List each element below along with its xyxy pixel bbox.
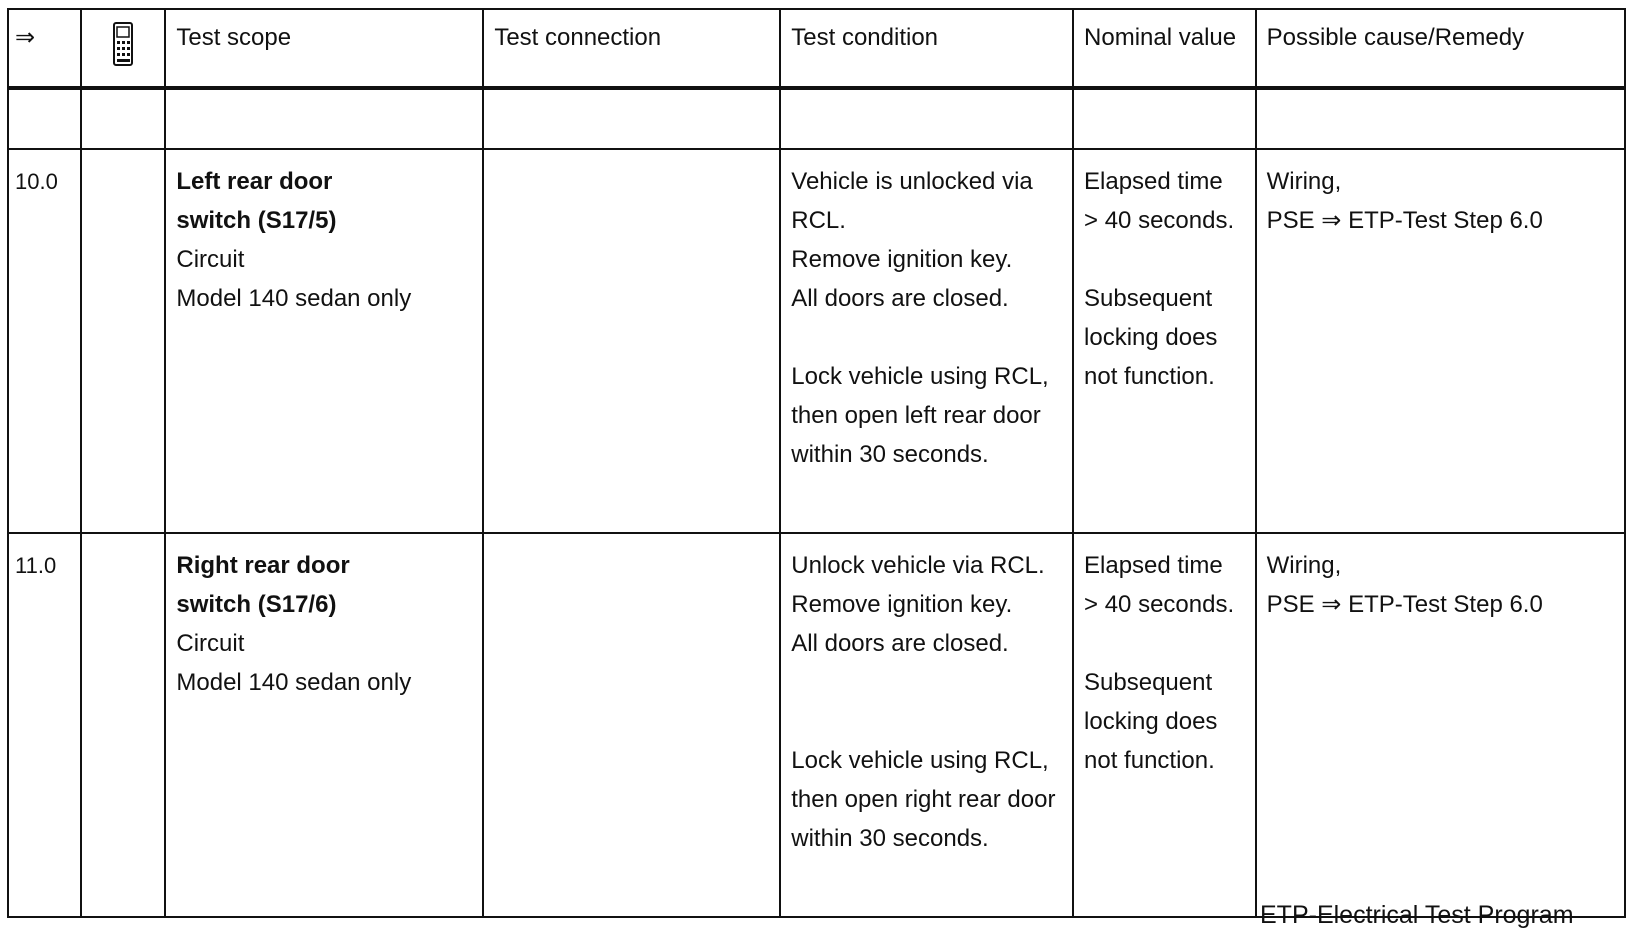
condition-line: Lock vehicle using RCL, — [791, 747, 1049, 774]
table-row — [8, 533, 1625, 917]
header-test-scope: Test scope — [165, 9, 483, 88]
nominal-value-cell — [1073, 533, 1256, 917]
header-test-connection: Test connection — [483, 9, 780, 88]
condition-line: Vehicle is unlocked via — [791, 168, 1033, 195]
empty-cell — [780, 88, 1073, 149]
empty-cell — [483, 88, 780, 149]
condition-line: Unlock vehicle via RCL. — [791, 552, 1045, 579]
scope-component: switch (S17/5) — [176, 207, 337, 234]
nominal-line: locking does — [1084, 324, 1218, 351]
condition-line: Remove ignition key. — [791, 591, 1013, 618]
cause-remedy-line: PSE ⇒ ETP-Test Step 6.0 — [1266, 207, 1543, 234]
empty-cell — [81, 88, 165, 149]
device-cell — [81, 149, 165, 533]
empty-cell — [165, 88, 483, 149]
step-number: 10.0 — [8, 149, 81, 533]
nominal-line: Subsequent — [1084, 669, 1213, 696]
header-arrow: ⇒ — [8, 9, 81, 88]
cause-line: Wiring, — [1266, 552, 1342, 579]
condition-line: Lock vehicle using RCL, — [791, 363, 1049, 390]
nominal-line: locking does — [1084, 708, 1218, 735]
test-scope-cell — [165, 149, 483, 533]
nominal-line: not function. — [1084, 747, 1215, 774]
empty-cell — [1073, 88, 1256, 149]
test-scope-cell — [165, 533, 483, 917]
header-possible-cause: Possible cause/Remedy — [1256, 9, 1625, 88]
step-number: 11.0 — [8, 533, 81, 917]
scope-circuit: Circuit — [176, 630, 245, 657]
condition-line: within 30 seconds. — [791, 441, 989, 468]
test-table — [7, 8, 1626, 918]
footer-text: ETP-Electrical Test Program — [1260, 901, 1574, 929]
nominal-value-cell — [1073, 149, 1256, 533]
empty-cell — [8, 88, 81, 149]
table-row — [8, 149, 1625, 533]
possible-cause-cell — [1256, 149, 1625, 533]
test-condition-cell — [780, 533, 1073, 917]
scope-model: Model 140 sedan only — [176, 669, 412, 696]
test-connection-cell — [483, 533, 780, 917]
empty-row — [8, 88, 1625, 149]
scope-model: Model 140 sedan only — [176, 285, 412, 312]
scope-circuit: Circuit — [176, 246, 245, 273]
possible-cause-cell — [1256, 533, 1625, 917]
scope-title: Right rear door — [176, 552, 350, 579]
tester-device-icon — [112, 22, 134, 78]
cause-line: Wiring, — [1266, 168, 1342, 195]
test-condition-cell — [780, 149, 1073, 533]
test-connection-cell — [483, 149, 780, 533]
condition-line: All doors are closed. — [791, 630, 1009, 657]
empty-cell — [1256, 88, 1625, 149]
header-device — [81, 9, 165, 88]
nominal-line: Elapsed time — [1084, 552, 1223, 579]
cause-remedy-line: PSE ⇒ ETP-Test Step 6.0 — [1266, 591, 1543, 618]
nominal-line: not function. — [1084, 363, 1215, 390]
condition-line: then open left rear door — [791, 402, 1041, 429]
header-row — [8, 9, 1625, 88]
nominal-line: > 40 seconds. — [1084, 591, 1235, 618]
header-nominal-value: Nominal value — [1073, 9, 1256, 88]
nominal-line: Elapsed time — [1084, 168, 1223, 195]
scope-title: Left rear door — [176, 168, 333, 195]
condition-line: RCL. — [791, 207, 846, 234]
condition-line: within 30 seconds. — [791, 825, 989, 852]
device-cell — [81, 533, 165, 917]
nominal-line: > 40 seconds. — [1084, 207, 1235, 234]
condition-line: then open right rear door — [791, 786, 1056, 813]
condition-line: Remove ignition key. — [791, 246, 1013, 273]
scope-component: switch (S17/6) — [176, 591, 337, 618]
condition-line: All doors are closed. — [791, 285, 1009, 312]
header-test-condition: Test condition — [780, 9, 1073, 88]
nominal-line: Subsequent — [1084, 285, 1213, 312]
